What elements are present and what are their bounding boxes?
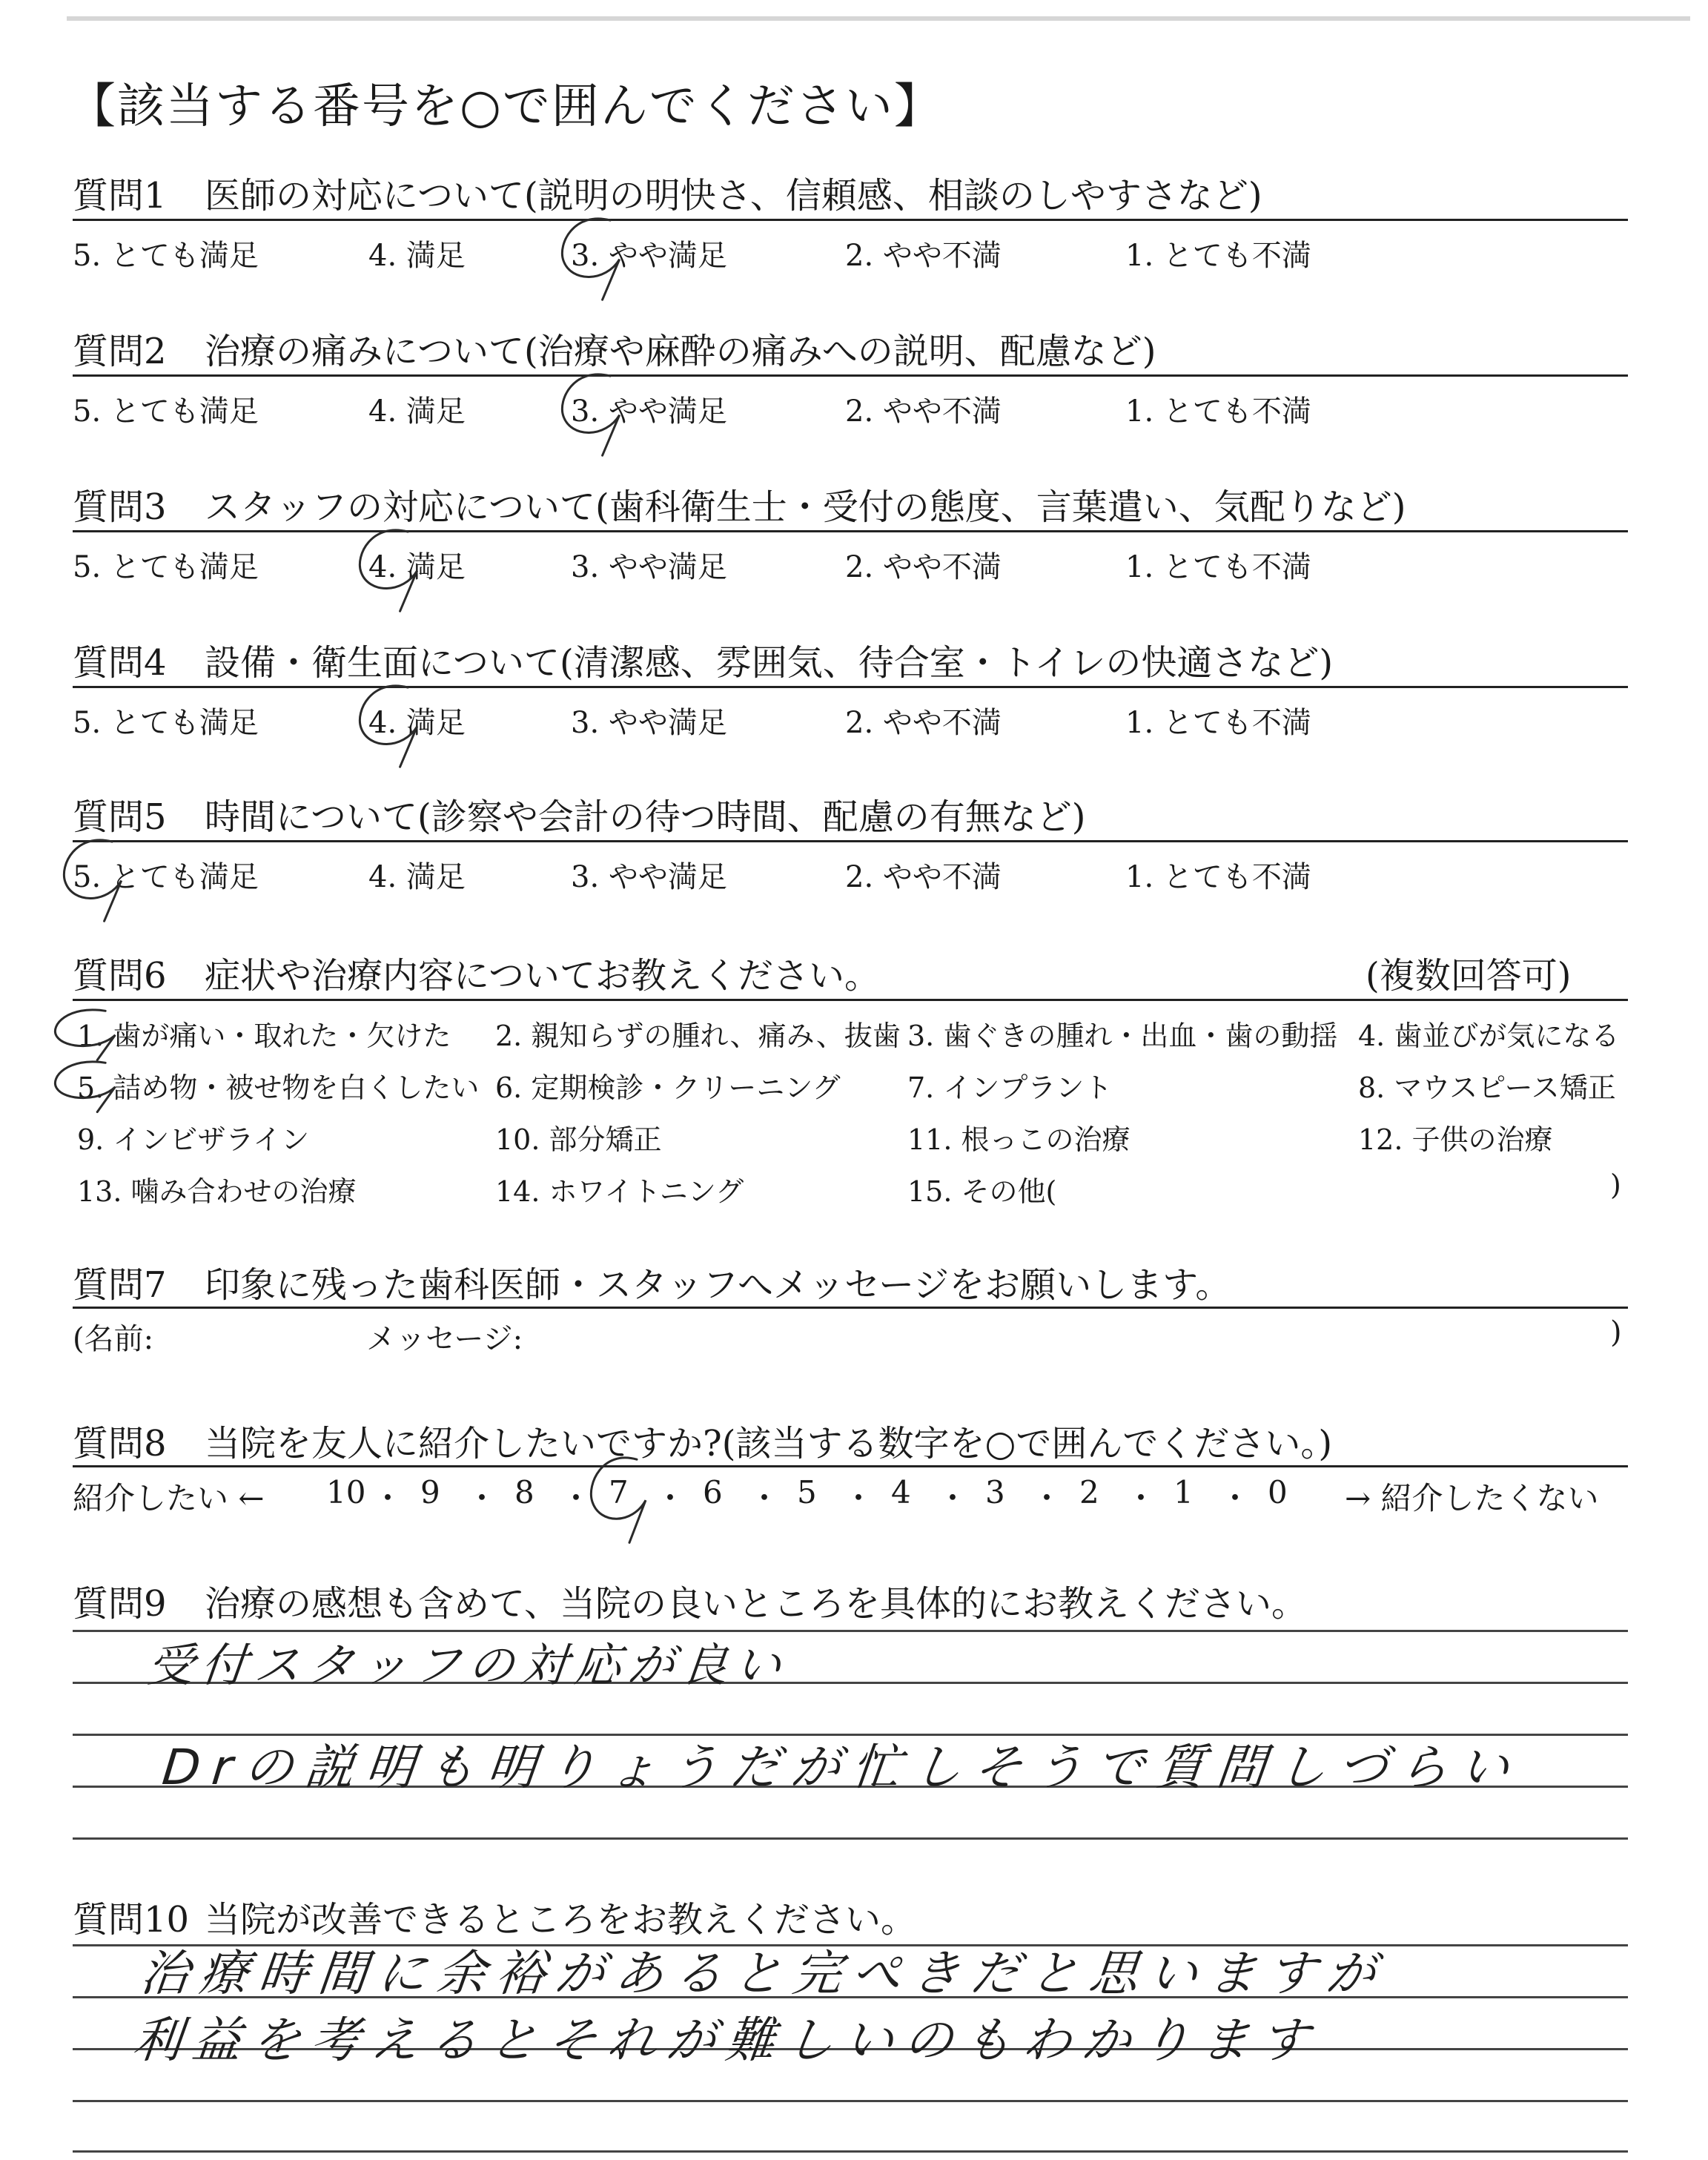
rating-option[interactable]: 2. やや不満 [845, 394, 1002, 429]
q8-separator: ・ [1125, 1480, 1157, 1516]
question-text: 医師の対応について(説明の明快さ、信頼感、相談のしやすさなど) [205, 175, 1262, 217]
rating-option[interactable]: 2. やや不満 [845, 860, 1002, 894]
q8-right-label: → 紹介したくない [1345, 1480, 1599, 1516]
rating-option[interactable]: 4. 満足 [368, 550, 466, 584]
rating-option[interactable]: 1. とても不満 [1125, 239, 1311, 273]
question-text: 時間について(診察や会計の待つ時間、配慮の有無など) [205, 796, 1086, 838]
selection-circle [55, 1010, 115, 1060]
q8-scale-value[interactable]: 5 [797, 1474, 817, 1510]
q10-answer-line: 利益を考えるとそれが難しいのもわかります [130, 2012, 1323, 2069]
q7-number: 質問7 [73, 1264, 167, 1306]
q6-other-close-paren: ) [1610, 1169, 1621, 1201]
q8-scale-value[interactable]: 8 [514, 1474, 534, 1510]
q8-scale-value[interactable]: 2 [1079, 1474, 1099, 1510]
q6-option[interactable]: 12. 子供の治療 [1358, 1123, 1553, 1156]
rating-option[interactable]: 1. とても不満 [1125, 550, 1311, 584]
question-text: 治療の痛みについて(治療や麻酔の痛みへの説明、配慮など) [205, 331, 1156, 372]
selection-circle [360, 686, 417, 767]
rating-option[interactable]: 5. とても満足 [73, 394, 259, 429]
question-number: 質問1 [73, 175, 167, 217]
q8-separator: ・ [1031, 1480, 1063, 1516]
q8-scale-value[interactable]: 9 [420, 1474, 440, 1510]
q6-option[interactable]: 5. 詰め物・被せ物を白くしたい [77, 1071, 480, 1104]
q8-scale-value[interactable]: 1 [1174, 1474, 1194, 1510]
q8-separator: ・ [1219, 1480, 1251, 1516]
q6-option[interactable]: 14. ホワイトニング [495, 1175, 744, 1208]
q6-option[interactable]: 9. インビザライン [77, 1123, 310, 1156]
rating-option[interactable]: 3. やや満足 [571, 550, 727, 584]
q7-text: 印象に残った歯科医師・スタッフへメッセージをお願いします。 [205, 1264, 1231, 1306]
q10-number: 質問10 [73, 1899, 190, 1941]
q6-text: 症状や治療内容についてお教えください。 [205, 955, 881, 997]
question-number: 質問4 [73, 642, 167, 684]
rating-option[interactable]: 1. とても不満 [1125, 706, 1311, 740]
q6-option[interactable]: 13. 噛み合わせの治療 [77, 1175, 357, 1208]
selection-circle [360, 530, 417, 611]
q8-separator: ・ [937, 1480, 969, 1516]
q6-option[interactable]: 1. 歯が痛い・取れた・欠けた [77, 1020, 451, 1052]
q8-separator: ・ [655, 1480, 686, 1516]
q8-separator: ・ [749, 1480, 781, 1516]
question-number: 質問3 [73, 486, 167, 528]
q6-option[interactable]: 15. その他( [907, 1175, 1057, 1208]
selection-circle [64, 840, 121, 921]
q8-separator: ・ [372, 1480, 404, 1516]
q7-close-paren: ) [1610, 1315, 1622, 1350]
q7-message-label: メッセージ: [366, 1322, 523, 1356]
selection-circle [55, 1062, 115, 1112]
rating-option[interactable]: 3. やや満足 [571, 706, 727, 740]
q8-separator: ・ [843, 1480, 875, 1516]
q8-scale-value[interactable]: 4 [891, 1474, 911, 1510]
q6-option[interactable]: 8. マウスピース矯正 [1358, 1071, 1616, 1104]
rating-option[interactable]: 1. とても不満 [1125, 394, 1311, 429]
q8-scale-value[interactable]: 3 [985, 1474, 1005, 1510]
q6-number: 質問6 [73, 955, 167, 997]
q6-option[interactable]: 7. インプラント [907, 1071, 1113, 1104]
q8-separator: ・ [466, 1480, 498, 1516]
rating-option[interactable]: 2. やや不満 [845, 706, 1002, 740]
rating-option[interactable]: 3. やや満足 [571, 860, 727, 894]
q8-text: 当院を友人に紹介したいですか?(該当する数字を○で囲んでください。) [205, 1423, 1333, 1464]
q6-option[interactable]: 10. 部分矯正 [495, 1123, 662, 1156]
q6-option[interactable]: 3. 歯ぐきの腫れ・出血・歯の動揺 [907, 1020, 1338, 1052]
q8-scale-value[interactable]: 0 [1268, 1474, 1288, 1510]
rating-option[interactable]: 2. やや不満 [845, 550, 1002, 584]
question-text: 設備・衛生面について(清潔感、雰囲気、待合室・トイレの快適さなど) [205, 642, 1334, 684]
q10-text: 当院が改善できるところをお教えください。 [205, 1899, 917, 1941]
rating-option[interactable]: 4. 満足 [368, 394, 466, 429]
q6-option[interactable]: 2. 親知らずの腫れ、痛み、抜歯 [495, 1020, 901, 1052]
q9-answer-line: Drの説明も明りょうだが忙しそうで質問しづらい [159, 1739, 1524, 1796]
selection-circle [562, 219, 619, 300]
selection-circle [591, 1458, 646, 1543]
q7-name-label: (名前: [73, 1322, 154, 1356]
q8-separator: ・ [560, 1480, 592, 1516]
page-title: 【該当する番号を○で囲んでください】 [68, 79, 943, 134]
rating-option[interactable]: 5. とても満足 [73, 550, 259, 584]
q8-scale-value[interactable]: 7 [609, 1474, 629, 1510]
rating-option[interactable]: 1. とても不満 [1125, 860, 1311, 894]
question-number: 質問5 [73, 796, 167, 838]
q10-answer-line: 治療時間に余裕があると完ぺきだと思いますが [137, 1945, 1389, 2002]
q6-option[interactable]: 4. 歯並びが気になる [1358, 1020, 1620, 1052]
q9-number: 質問9 [73, 1583, 167, 1625]
q6-option[interactable]: 6. 定期検診・クリーニング [495, 1071, 841, 1104]
q8-left-label: 紹介したい ← [73, 1480, 265, 1516]
rating-option[interactable]: 3. やや満足 [571, 394, 727, 429]
rating-option[interactable]: 5. とても満足 [73, 860, 259, 894]
rating-option[interactable]: 5. とても満足 [73, 706, 259, 740]
rating-option[interactable]: 5. とても満足 [73, 239, 259, 273]
q6-multi-note: (複数回答可) [1366, 955, 1572, 997]
rating-option[interactable]: 4. 満足 [368, 860, 466, 894]
rating-option[interactable]: 4. 満足 [368, 239, 466, 273]
rating-option[interactable]: 4. 満足 [368, 706, 466, 740]
q8-scale-value[interactable]: 10 [326, 1474, 366, 1510]
rating-option[interactable]: 2. やや不満 [845, 239, 1002, 273]
q6-option[interactable]: 11. 根っこの治療 [907, 1123, 1131, 1156]
q9-answer-line: 受付スタッフの対応が良い [145, 1638, 792, 1692]
q8-number: 質問8 [73, 1423, 167, 1464]
question-text: スタッフの対応について(歯科衛生士・受付の態度、言葉遣い、気配りなど) [205, 486, 1406, 528]
q9-text: 治療の感想も含めて、当院の良いところを具体的にお教えください。 [205, 1583, 1308, 1625]
selection-circle [562, 374, 619, 455]
rating-option[interactable]: 3. やや満足 [571, 239, 727, 273]
question-number: 質問2 [73, 331, 167, 372]
q8-scale-value[interactable]: 6 [703, 1474, 723, 1510]
